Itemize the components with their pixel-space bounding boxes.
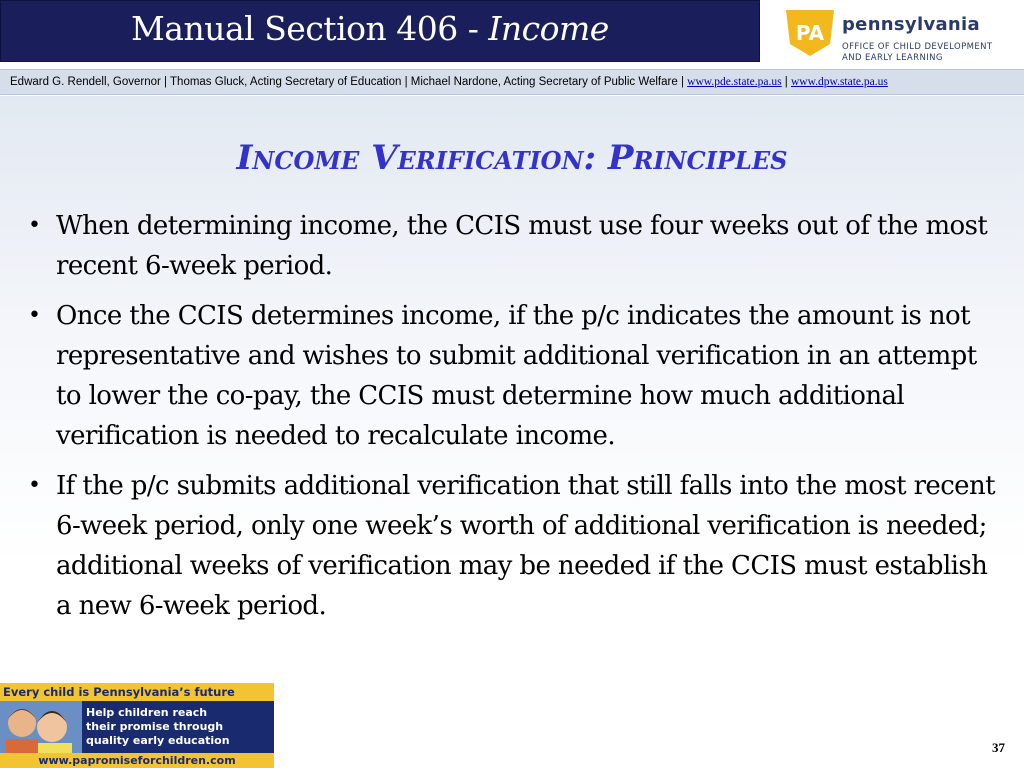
banner-tagline: Every child is Pennsylvania’s future (0, 683, 274, 701)
logo-name: pennsylvania (842, 14, 980, 35)
slide-heading: Income Verification: Principles (236, 138, 788, 178)
keystone-logo-icon (784, 8, 836, 58)
title-main-text: Manual Section 406 - (131, 9, 489, 48)
bullet-dot-icon: • (28, 473, 41, 498)
bullet-dot-icon: • (28, 213, 41, 238)
officials-bar (0, 69, 1024, 95)
bullet-item (26, 466, 1006, 626)
banner-msg-line: Help children reach (86, 706, 208, 719)
logo-badge-text: PA (795, 21, 825, 45)
logo-line-1: OFFICE OF CHILD DEVELOPMENT (842, 42, 993, 52)
banner-url[interactable]: www.papromiseforchildren.com (0, 753, 274, 768)
bullet-text: Once the CCIS determines income, if the p/c indicates the amount is not representative and wishes to submit additional verification in an attempt to lower the co-pay, the CCIS must determine how much additional verification is needed to recalculate income. (56, 301, 977, 451)
banner-message (86, 706, 230, 748)
bullet-item (26, 206, 1006, 286)
separator: | (781, 76, 791, 88)
officials-text: Edward G. Rendell, Governor | Thomas Gluck, Acting Secretary of Education | Michael Nardone, Acting Secretary of Public Welfare (10, 76, 678, 88)
pde-link[interactable]: www.pde.state.pa.us (687, 76, 782, 88)
promise-banner (0, 683, 274, 768)
banner-msg-line: their promise through (86, 720, 224, 733)
bullet-text: If the p/c submits additional verification that still falls into the most recent 6-week period, only one week’s worth of additional verification is needed; additional weeks of verification may be needed if the CCIS must establish a new 6-week period. (56, 471, 995, 621)
slide-title (131, 9, 609, 48)
children-photo-icon (0, 701, 82, 753)
logo-line-2: AND EARLY LEARNING (842, 53, 943, 63)
pa-ocdel-logo (784, 2, 1004, 62)
title-italic-text: Income (488, 9, 609, 48)
bullet-item (26, 296, 1006, 456)
bullet-list (26, 206, 1006, 636)
title-bar (0, 0, 760, 62)
bullet-dot-icon: • (28, 303, 41, 328)
page-number: 37 (992, 740, 1005, 755)
dpw-link[interactable]: www.dpw.state.pa.us (790, 76, 888, 88)
bullet-text: When determining income, the CCIS must use four weeks out of the most recent 6-week period. (56, 211, 988, 281)
banner-msg-line: quality early education (86, 734, 230, 747)
separator: | (677, 76, 688, 88)
